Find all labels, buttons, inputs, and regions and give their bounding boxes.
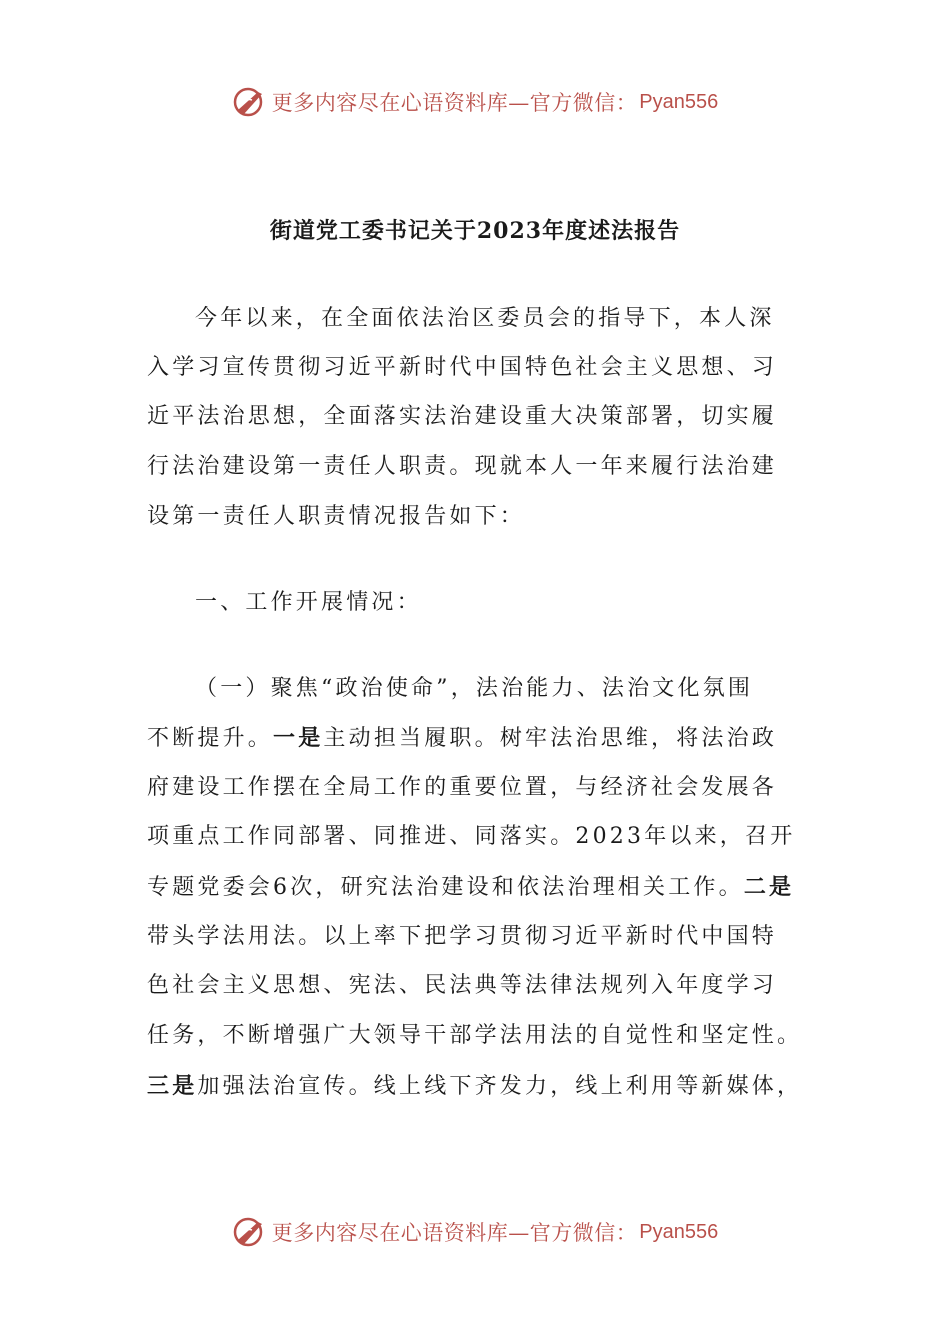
text-run: 不断提升。 (147, 726, 274, 751)
text-run: 专题党委会6次，研究法治建设和依法治理相关工作。 (147, 875, 744, 900)
paragraph-line: 色社会主义思想、宪法、民法典等法律法规列入年度学习 (147, 973, 778, 998)
paragraph-line: 项重点工作同部署、同推进、同落实。2023年以来，召开 (147, 824, 796, 849)
text-run: 加强法治宣传。线上线下齐发力，线上利用等新媒体， (197, 1074, 803, 1099)
paragraph-line (147, 870, 794, 904)
watermark-wechat-id: Pyan556 (639, 90, 719, 113)
paragraph-line: （一）聚焦“政治使命”，法治能力、法治文化氛围 (195, 676, 754, 701)
watermark-footer (0, 1212, 950, 1252)
watermark-header (0, 82, 950, 122)
paragraph-line: 今年以来，在全面依法治区委员会的指导下，本人深 (195, 306, 775, 331)
paragraph-line (147, 1069, 802, 1103)
emphasis-two: 二是 (743, 874, 795, 900)
text-run: 主动担当履职。树牢法治思维，将法治政 (323, 726, 778, 751)
pen-logo-icon (232, 1214, 268, 1250)
watermark-wechat-id: Pyan556 (639, 1220, 719, 1243)
document-title: 街道党工委书记关于2023年度述法报告 (269, 218, 681, 244)
watermark-text: 更多内容尽在心语资料库—官方微信： (271, 1221, 638, 1245)
paragraph-line: 行法治建设第一责任人职责。现就本人一年来履行法治建 (147, 454, 778, 479)
pen-logo-icon (232, 84, 268, 120)
paragraph-line: 入学习宣传贯彻习近平新时代中国特色社会主义思想、习 (147, 355, 778, 380)
paragraph-line: 带头学法用法。以上率下把学习贯彻习近平新时代中国特 (147, 924, 778, 949)
emphasis-one: 一是 (273, 725, 324, 751)
emphasis-three: 三是 (147, 1073, 198, 1099)
paragraph-line: 设第一责任人职责情况报告如下： (147, 504, 526, 529)
paragraph-line: 近平法治思想，全面落实法治建设重大决策部署，切实履 (147, 404, 778, 429)
paragraph-line: 府建设工作摆在全局工作的重要位置，与经济社会发展各 (147, 775, 778, 800)
paragraph-line (147, 721, 777, 755)
watermark-text: 更多内容尽在心语资料库—官方微信： (271, 91, 638, 115)
section-heading: 一、工作开展情况： (195, 590, 422, 615)
paragraph-line: 任务，不断增强广大领导干部学法用法的自觉性和坚定性。 (147, 1023, 803, 1048)
